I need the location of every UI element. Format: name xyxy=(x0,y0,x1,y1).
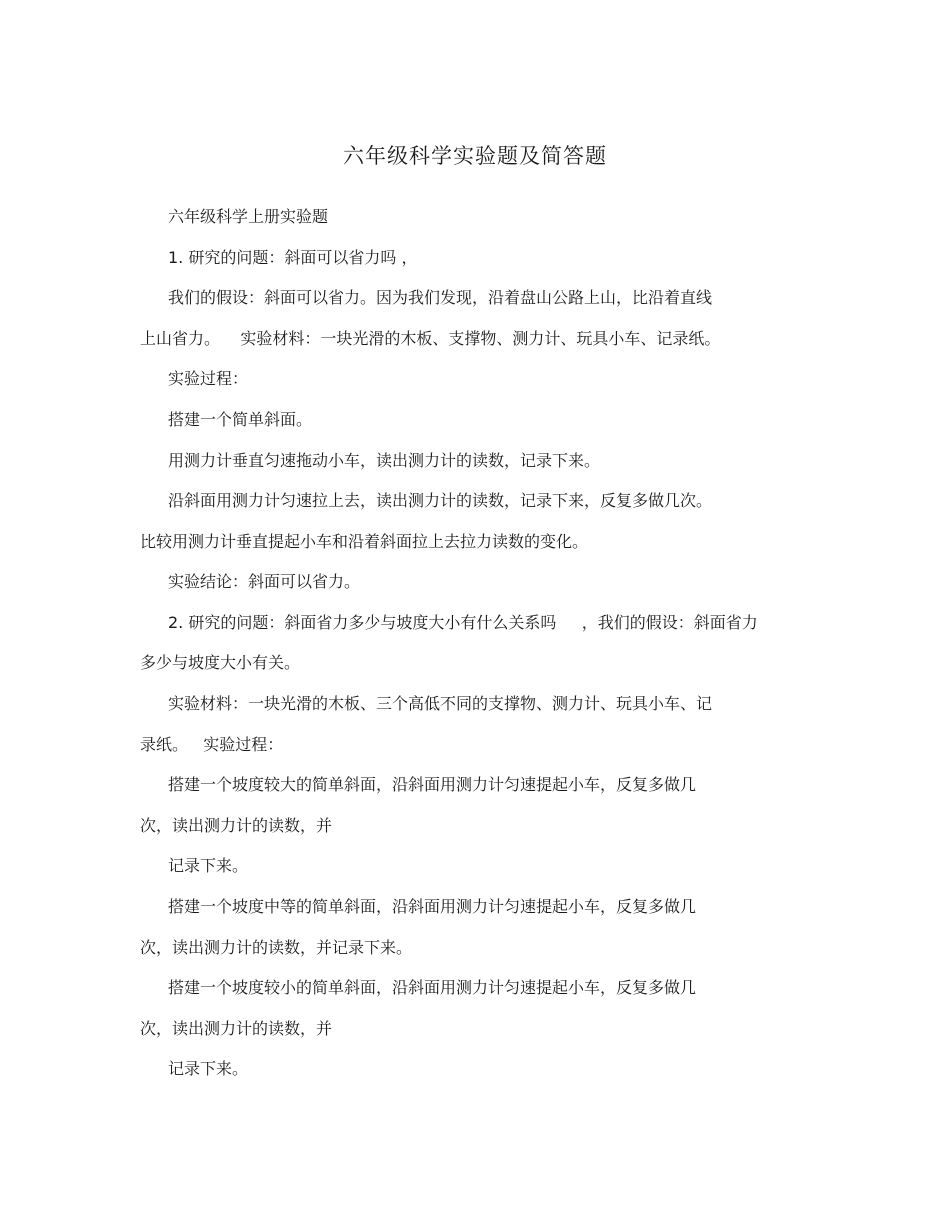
paragraph-line: 次，读出测力计的读数，并 xyxy=(140,816,333,835)
paragraph-line: 用测力计垂直匀速拖动小车，读出测力计的读数，记录下来。 xyxy=(168,451,601,470)
paragraph-line: 实验材料：一块光滑的木板、三个高低不同的支撑物、测力计、玩具小车、记 xyxy=(168,694,713,713)
paragraph-line: 搭建一个坡度较大的简单斜面，沿斜面用测力计匀速提起小车，反复多做几 xyxy=(168,775,697,794)
paragraph-line: 实验结论：斜面可以省力。 xyxy=(168,572,361,591)
paragraph-line: 搭建一个坡度较小的简单斜面，沿斜面用测力计匀速提起小车，反复多做几 xyxy=(168,978,697,997)
paragraph-line: 次，读出测力计的读数，并记录下来。 xyxy=(140,938,413,957)
section-heading: 六年级科学上册实验题 xyxy=(168,207,329,226)
paragraph-line: 记录下来。 xyxy=(168,1059,249,1078)
document-title: 六年级科学实验题及简答题 xyxy=(343,144,607,168)
paragraph-line: 搭建一个简单斜面。 xyxy=(168,410,313,429)
paragraph-line: 比较用测力计垂直提起小车和沿着斜面拉上去拉力读数的变化。 xyxy=(140,532,589,551)
paragraph-line: 录纸。 实验过程： xyxy=(140,735,284,754)
paragraph-line: 实验过程： xyxy=(168,369,249,388)
paragraph-line: 记录下来。 xyxy=(168,856,249,875)
paragraph-line: 多少与坡度大小有关。 xyxy=(140,653,301,672)
paragraph-line: 上山省力。 实验材料：一块光滑的木板、支撑物、测力计、玩具小车、记录纸。 xyxy=(140,329,721,348)
paragraph-line: 我们的假设：斜面可以省力。因为我们发现，沿着盘山公路上山，比沿着直线 xyxy=(168,288,713,307)
question-1: 1. 研究的问题：斜面可以省力吗 ， xyxy=(168,248,418,267)
question-2: 2. 研究的问题：斜面省力多少与坡度大小有什么关系吗 ，我们的假设：斜面省力 xyxy=(168,613,758,632)
paragraph-line: 次，读出测力计的读数，并 xyxy=(140,1019,333,1038)
paragraph-line: 沿斜面用测力计匀速拉上去，读出测力计的读数，记录下来，反复多做几次。 xyxy=(168,491,713,510)
paragraph-line: 搭建一个坡度中等的简单斜面，沿斜面用测力计匀速提起小车，反复多做几 xyxy=(168,897,697,916)
